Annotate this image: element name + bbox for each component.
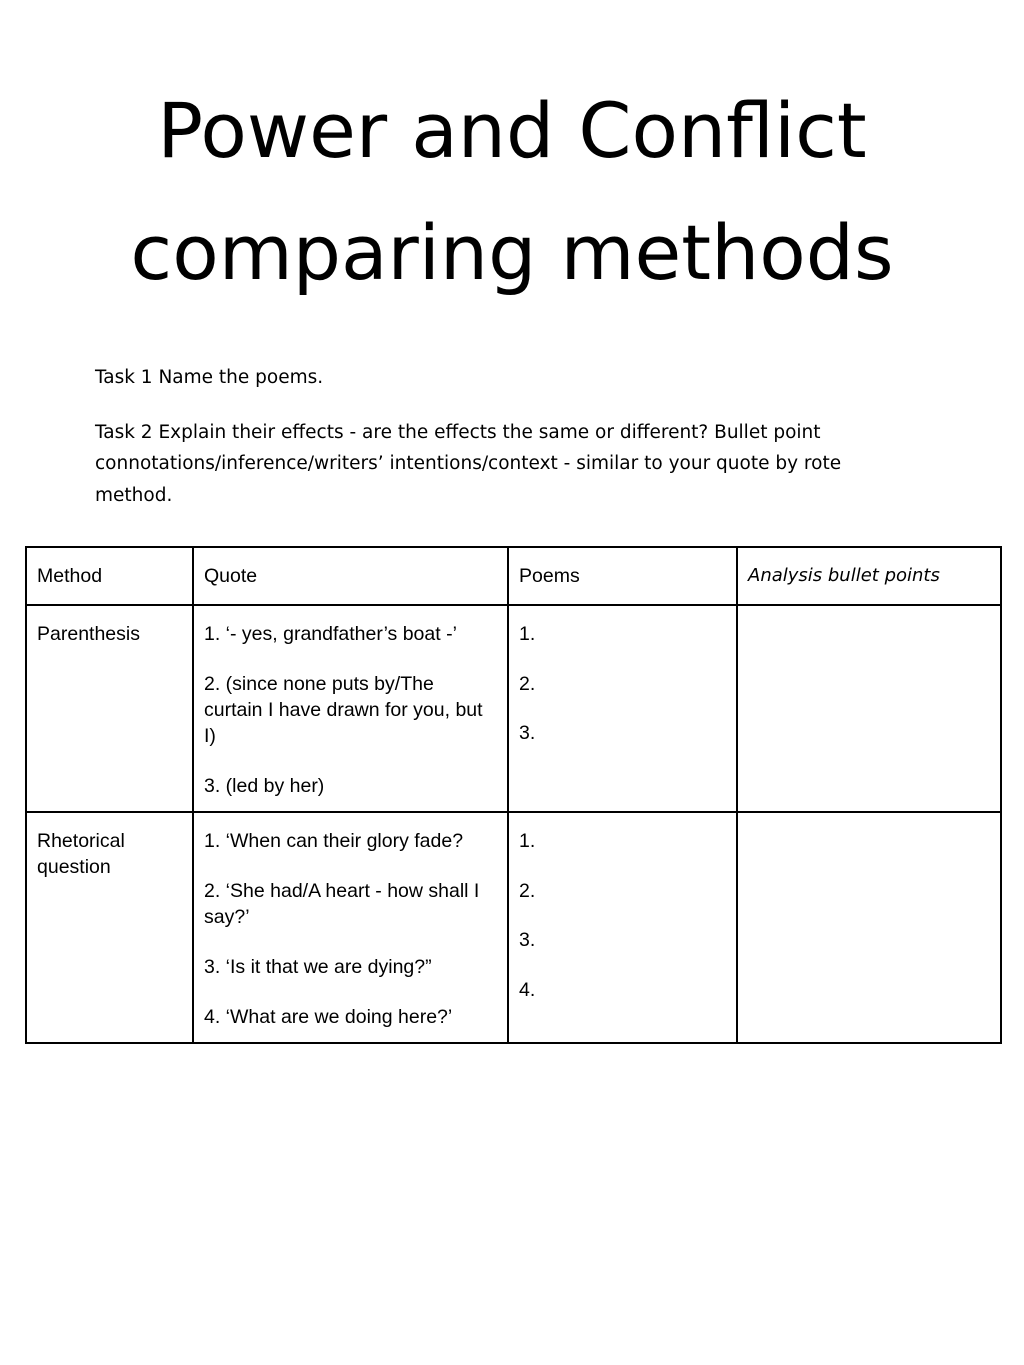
method-cell: Rhetorical question <box>26 812 193 1043</box>
quote-item: 4. ‘What are we doing here?’ <box>204 1006 453 1028</box>
poem-item: 3. <box>519 722 536 744</box>
header-quote: Quote <box>193 547 508 605</box>
analysis-cell <box>737 605 1001 812</box>
header-method: Method <box>26 547 193 605</box>
quote-cell <box>193 812 508 1043</box>
table-header-row <box>26 547 1001 605</box>
poem-item: 1. <box>519 623 536 645</box>
analysis-cell <box>737 812 1001 1043</box>
page-title-line-2: comparing methods <box>130 208 894 297</box>
header-analysis: Analysis bullet points <box>737 547 1001 605</box>
quote-item: 1. ‘- yes, grandfather’s boat -’ <box>204 623 457 645</box>
poems-cell <box>508 812 737 1043</box>
quote-item: 2. ‘She had/A heart - how shall I say?’ <box>204 880 480 928</box>
method-cell: Parenthesis <box>26 605 193 812</box>
quote-cell <box>193 605 508 812</box>
table-row-parenthesis <box>26 605 1001 812</box>
page-title-line-1: Power and Conflict <box>157 86 867 175</box>
quote-item: 1. ‘When can their glory fade? <box>204 830 464 852</box>
poem-item: 4. <box>519 978 536 1001</box>
quote-item: 3. (led by her) <box>204 775 325 797</box>
poem-item: 2. <box>519 672 536 695</box>
poems-cell <box>508 605 737 812</box>
quote-item: 2. (since none puts by/The curtain I have drawn for you, but I) <box>204 673 483 747</box>
poem-item: 3. <box>519 929 536 951</box>
header-poems: Poems <box>508 547 737 605</box>
task-1-text: Task 1 Name the poems. <box>95 367 324 388</box>
task-2-text: Task 2 Explain their effects - are the effects the same or different? Bullet point connotations/inference/writers’ intentions/context - similar to your quote by rote method. <box>95 421 842 506</box>
poem-item: 1. <box>519 830 536 852</box>
methods-table <box>25 546 1002 1044</box>
table-row-rhetorical-question <box>26 812 1001 1043</box>
task-instructions <box>95 362 885 534</box>
quote-item: 3. ‘Is it that we are dying?” <box>204 956 432 978</box>
page-title <box>0 70 1024 314</box>
poem-item: 2. <box>519 879 536 902</box>
